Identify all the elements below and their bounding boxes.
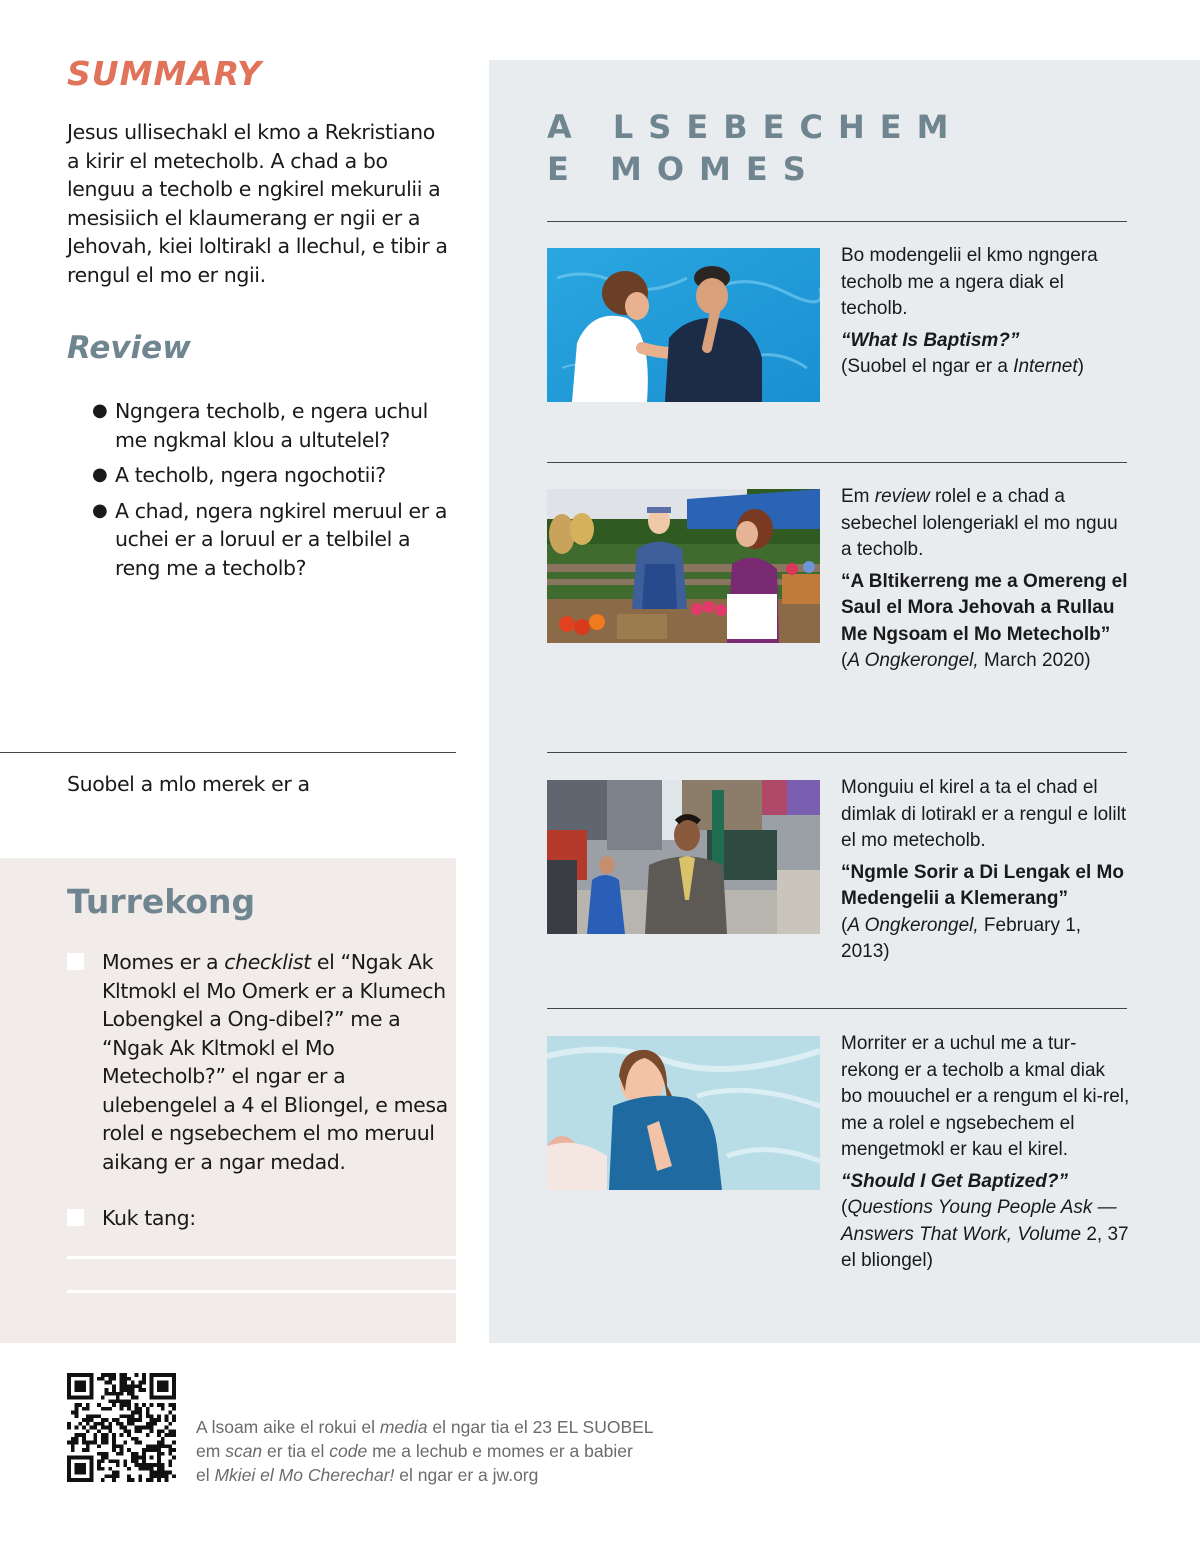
resources-heading (547, 106, 963, 190)
text-run-italic: checklist (224, 950, 311, 974)
resource-description (841, 1031, 1131, 1164)
text-run-italic: code (329, 1441, 368, 1461)
text-run: Momes er a (102, 950, 225, 974)
city-street-man-photo (547, 780, 820, 934)
section-divider (0, 752, 456, 753)
review-question (92, 497, 452, 583)
resource-reference (841, 860, 1131, 966)
baptism-pool-photo (547, 248, 820, 402)
text-run: Morriter er a uchul me a tur-rekong er a techolb a kmal diak bo mouuchel er a rengum el ki-rel, me a rolel e ngsebechem el mengetmokl er kau el kirel. (841, 1033, 1130, 1160)
text-run-italic: A Ongkerongel, (847, 914, 979, 936)
young-woman-baptism-photo (547, 1036, 820, 1190)
suobel-text: Suobel a mlo merek er a (67, 772, 310, 796)
bullet-icon: ● (92, 499, 108, 521)
resource-link-title[interactable]: “A Bltikerreng me a Omereng el Saul el Mora Jehovah a Rullau Me Ngsoam el Mo Metecholb” (841, 570, 1128, 645)
farmers-market-illustration (547, 489, 820, 643)
resource-divider (547, 1008, 1127, 1009)
resource-reference (841, 569, 1131, 675)
text-run: Monguiu el kirel a ta el chad el dimlak di lotirakl er a rengul e lolilt el mo metecholb. (841, 777, 1127, 851)
resource-item (841, 484, 1131, 675)
resource-divider (547, 752, 1127, 753)
text-run-italic: scan (225, 1441, 263, 1461)
review-question (92, 397, 452, 454)
summary-text: Jesus ullisechakl el kmo a Rekristiano a kirir el metecholb. A chad a bo lenguu a techolb e ngkirel mekurulii a mesisiich el klaumerang er ngii er a Jehovah, kiei loltirakl a llechul, e tibir a rengul el mo er ngii. (67, 120, 448, 287)
write-in-line[interactable] (67, 1256, 456, 1259)
checklist-item-text (102, 1204, 452, 1233)
text-run-italic: Internet (1013, 356, 1078, 377)
resource-description (841, 484, 1131, 564)
resource-item (841, 243, 1131, 381)
text-run-italic: Questions Young People Ask —Answers That Work, Volume (841, 1197, 1117, 1245)
resource-link-title[interactable]: “Should I Get Baptized?” (841, 1170, 1068, 1192)
text-run-italic: Mkiei el Mo Cherechar! (214, 1465, 395, 1485)
farmers-market-photo (547, 489, 820, 643)
text-run: er tia el (262, 1441, 330, 1461)
bullet-icon: ● (92, 400, 108, 421)
text-run-italic: media (379, 1417, 428, 1437)
checkbox[interactable] (67, 953, 84, 970)
write-in-line[interactable] (67, 1290, 456, 1293)
bullet-icon: ● (92, 464, 108, 485)
resource-reference (841, 328, 1131, 381)
text-run: ( (841, 914, 848, 936)
qr-code-icon[interactable] (67, 1373, 176, 1482)
resource-divider (547, 462, 1127, 463)
checkbox[interactable] (67, 1209, 84, 1226)
resource-description (841, 775, 1131, 855)
review-question-list (92, 397, 452, 589)
text-run: Kuk tang: (102, 1206, 196, 1230)
text-run: el (196, 1465, 215, 1485)
text-run: 2, 37 el bliongel) (841, 1223, 1129, 1271)
text-run: rolel e a chad a sebechel lolengeriakl el mo nguu a techolb. (841, 486, 1118, 560)
resources-heading-line: A LSEBECHEM (547, 108, 964, 146)
baptism-pool-illustration (547, 248, 820, 402)
young-woman-baptism-illustration (547, 1036, 820, 1190)
text-run: em (196, 1441, 226, 1461)
review-question (92, 461, 452, 490)
review-question-text: Ngngera techolb, e ngera uchul me ngkmal klou a ultutelel? (115, 399, 428, 452)
text-run: Em (841, 486, 875, 507)
text-run: ) (1077, 356, 1084, 377)
text-run: February 1, 2013) (841, 914, 1082, 962)
review-question-text: A techolb, ngera ngochotii? (115, 463, 386, 487)
resource-link-title[interactable]: “Ngmle Sorir a Di Lengak el Mo Medengelii a Klemerang” (841, 861, 1124, 909)
text-run: el “Ngak Ak Kltmokl el Mo Omerk er a Klumech Lobengkel a Ong-dibel?” me a “Ngak Ak Kltmokl el Mo Metecholb?” el ngar er a ulebengelel a 4 el Bliongel, e mesa rolel e ngsebechem el mo meruul aikang er a ngar medad. (102, 950, 448, 1174)
resource-link-title[interactable]: “What Is Baptism?” (841, 329, 1020, 351)
text-run: ( (841, 1197, 848, 1218)
text-run: Bo modengelii el kmo ngngera techolb me a ngera diak el techolb. (841, 245, 1098, 319)
resource-item (841, 775, 1131, 966)
summary-heading: SUMMARY (67, 54, 263, 93)
city-street-illustration (547, 780, 820, 934)
text-run-italic: review (874, 486, 930, 507)
resources-heading-line: E MOMES (547, 150, 821, 188)
text-run: ( (841, 650, 848, 671)
review-question-text: A chad, ngera ngkirel meruul er a uchei er a loruul er a telbilel a reng me a techolb? (115, 498, 448, 580)
resource-description (841, 243, 1131, 323)
text-run: el ngar tia el 23 EL SUOBEL (427, 1417, 654, 1437)
resource-divider (547, 221, 1127, 222)
text-run: el ngar er a jw.org (394, 1465, 539, 1485)
text-run-italic: A Ongkerongel, (847, 650, 979, 671)
text-run: (Suobel el ngar er a (841, 356, 1014, 377)
resource-reference (841, 1169, 1131, 1275)
text-run: A lsoam aike el rokui el (196, 1417, 380, 1437)
text-run: me a lechub e momes er a babier (367, 1441, 633, 1461)
checklist-item-text (102, 948, 452, 1176)
resource-item (841, 1031, 1131, 1275)
qr-code-graphic (67, 1373, 176, 1482)
text-run: March 2020) (978, 650, 1091, 671)
turrekong-heading: Turrekong (67, 882, 256, 921)
footer-note (196, 1415, 654, 1487)
review-heading: Review (67, 330, 191, 366)
